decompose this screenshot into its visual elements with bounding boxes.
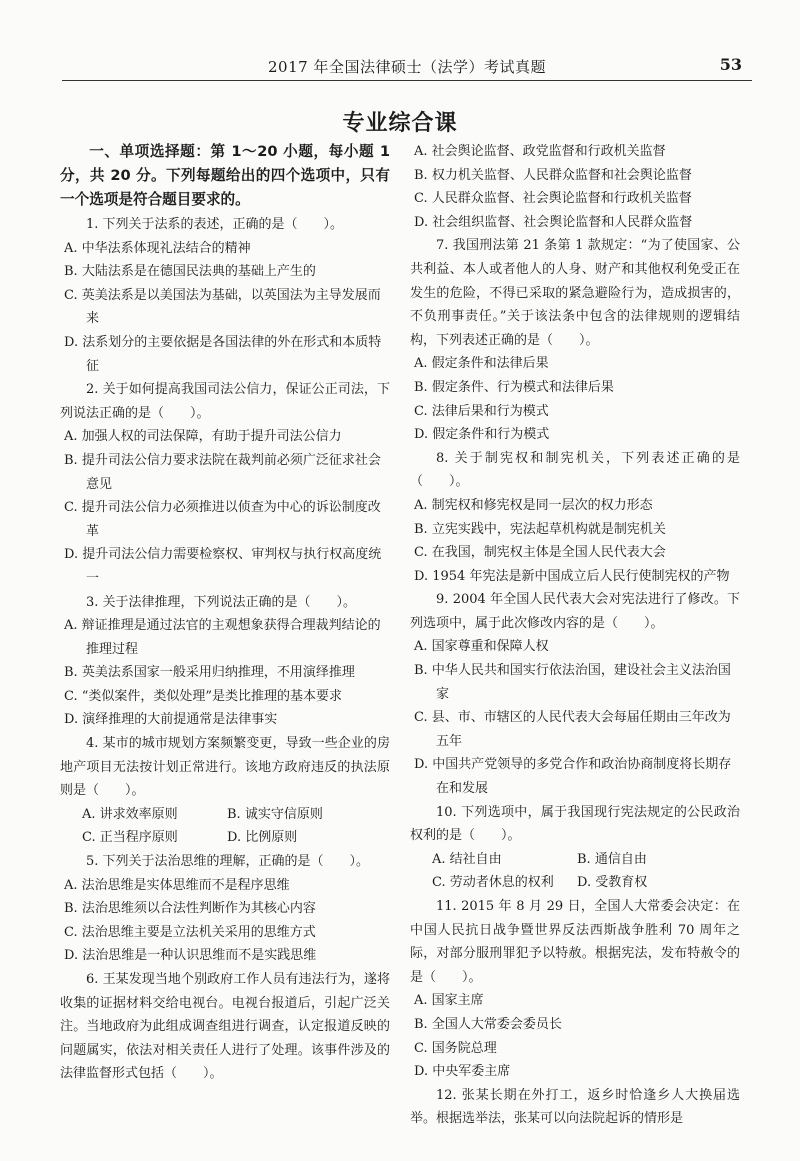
question-1 xyxy=(60,213,390,378)
option-b: B. 假定条件、行为模式和法律后果 xyxy=(414,379,614,395)
option-b: B. 全国人大常委会委员长 xyxy=(414,1016,562,1032)
option-d: D. 法治思维是一种认识思维而不是实践思维 xyxy=(64,948,317,964)
question-stem: 4. 某市的城市规划方案频繁变更，导致一些企业的房地产项目无法按计划正常进行。该地方政府违反的执法原则是（ ）。 xyxy=(60,736,390,799)
option-d: D. 假定条件和行为模式 xyxy=(414,427,550,443)
question-stem: 9. 2004 年全国人民代表大会对宪法进行了修改。下列选项中，属于此次修改内容的是（ ）。 xyxy=(410,592,740,631)
option-c: C. 法律后果和行为模式 xyxy=(414,403,549,419)
question-10 xyxy=(410,801,740,895)
option-d: D. 演绎推理的大前提通常是法律事实 xyxy=(64,712,278,728)
question-12 xyxy=(410,1084,740,1131)
option-b: B. 英美法系国家一般采用归纳推理，不用演绎推理 xyxy=(64,665,355,681)
option-d: D. 受教育权 xyxy=(577,875,648,891)
option-b: B. 诚实守信原则 xyxy=(227,806,323,822)
running-title: 2017 年全国法律硕士（法学）考试真题 xyxy=(268,58,546,76)
option-c: C. 英美法系是以美国法为基础，以英国法为主导发展而来 xyxy=(64,287,381,327)
option-d: D. 1954 年宪法是新中国成立后人民行使制宪权的产物 xyxy=(414,568,730,584)
question-9 xyxy=(410,588,740,800)
option-row xyxy=(432,848,740,872)
option-b: B. 大陆法系是在德国民法典的基础上产生的 xyxy=(64,264,316,280)
option-b: B. 权力机关监督、人民群众监督和社会舆论监督 xyxy=(414,167,692,183)
option-c: C. 法治思维主要是立法机关采用的思维方式 xyxy=(64,924,316,940)
section-instructions: 一、单项选择题：第 1～20 小题，每小题 1 分，共 20 分。下列每题给出的四个选项中，只有一个选项是符合题目要求的。 xyxy=(60,143,390,208)
option-a: A. 辩证推理是通过法官的主观想象获得合理裁判结论的推理过程 xyxy=(64,618,381,657)
option-b: B. 立宪实践中，宪法起草机构就是制宪机关 xyxy=(414,521,666,537)
option-d: D. 提升司法公信力需要检察权、审判权与执行权高度统一 xyxy=(64,547,382,586)
question-5 xyxy=(60,850,390,968)
question-stem: 6. 王某发现当地个别政府工作人员有违法行为，遂将收集的证据材料交给电视台。电视台报道后，引起广泛关注。当地政府为此组成调查组进行调查，认定报道反映的问题属实，依法对相关责任人进行了处理。该事件涉及的法律监督形式包括（ ）。 xyxy=(60,972,390,1082)
question-6 xyxy=(60,968,390,1086)
page-number: 53 xyxy=(719,55,742,74)
question-6-options xyxy=(410,140,740,234)
option-a: A. 国家主席 xyxy=(414,993,484,1009)
question-8 xyxy=(410,447,740,589)
question-stem: 2. 关于如何提高我国司法公信力，保证公正司法，下列说法正确的是（ ）。 xyxy=(60,382,390,421)
option-a: A. 国家尊重和保障人权 xyxy=(414,639,549,655)
question-stem: 3. 关于法律推理，下列说法正确的是（ ）。 xyxy=(86,594,357,610)
option-a: A. 结社自由 xyxy=(432,851,502,867)
option-a: A. 讲求效率原则 xyxy=(82,806,178,822)
option-b: B. 中华人民共和国实行依法治国，建设社会主义法治国家 xyxy=(414,663,731,702)
question-stem: 11. 2015 年 8 月 29 日，全国人大常委会决定：在中国人民抗日战争暨世界反法西斯战争胜利 70 周年之际，对部分服刑罪犯予以特赦。根据宪法，发布特赦令的是（ ）。 xyxy=(410,899,740,985)
question-stem: 5. 下列关于法治思维的理解，正确的是（ ）。 xyxy=(86,854,370,870)
option-b: B. 法治思维须以合法性判断作为其核心内容 xyxy=(64,901,316,917)
question-4 xyxy=(60,732,390,850)
option-d: D. 社会组织监督、社会舆论监督和人民群众监督 xyxy=(414,214,693,230)
option-a: A. 中华法系体现礼法结合的精神 xyxy=(64,240,251,256)
option-a: A. 假定条件和法律后果 xyxy=(414,356,549,372)
option-c: C. 在我国，制宪权主体是全国人民代表大会 xyxy=(414,545,666,561)
option-d: D. 中国共产党领导的多党合作和政治协商制度将长期存在和发展 xyxy=(414,757,732,797)
option-c: C. “类似案件，类似处理”是类比推理的基本要求 xyxy=(64,688,343,704)
option-a: A. 加强人权的司法保障，有助于提升司法公信力 xyxy=(64,429,342,445)
left-column xyxy=(60,140,390,1086)
option-a: A. 制宪权和修宪权是同一层次的权力形态 xyxy=(414,497,653,513)
option-c: C. 人民群众监督、社会舆论监督和行政机关监督 xyxy=(414,191,692,207)
option-a: A. 社会舆论监督、政党监督和行政机关监督 xyxy=(414,144,666,159)
option-c: C. 提升司法公信力必须推进以侦查为中心的诉讼制度改革 xyxy=(64,500,381,539)
question-11 xyxy=(410,895,740,1084)
option-row xyxy=(82,803,390,827)
option-b: B. 提升司法公信力要求法院在裁判前必须广泛征求社会意见 xyxy=(64,452,381,492)
option-c: C. 国务院总理 xyxy=(414,1040,497,1056)
question-stem: 10. 下列选项中，属于我国现行宪法规定的公民政治权利的是（ ）。 xyxy=(410,804,740,844)
option-c: C. 正当程序原则 xyxy=(82,830,178,846)
option-c: C. 劳动者休息的权利 xyxy=(432,875,554,891)
question-3 xyxy=(60,591,390,733)
option-b: B. 通信自由 xyxy=(577,851,647,867)
option-d: D. 中央军委主席 xyxy=(414,1064,511,1080)
option-row xyxy=(432,871,740,895)
question-stem: 12. 张某长期在外打工，返乡时恰逢乡人大换届选举。根据选举法，张某可以向法院起诉的情形是 xyxy=(410,1087,740,1127)
question-stem: 7. 我国刑法第 21 条第 1 款规定：“为了使国家、公共利益、本人或者他人的人身、财产和其他权利免受正在发生的危险，不得已采取的紧急避险行为，造成损害的，不负刑事责任。”关于该法条中包含的法律规则的逻辑结构，下列表述正确的是（ ）。 xyxy=(410,238,740,348)
option-d: D. 比例原则 xyxy=(227,830,298,846)
section-title: 专业综合课 xyxy=(342,111,458,136)
question-stem: 8. 关于制宪权和制宪机关，下列表述正确的是（ ）。 xyxy=(410,450,740,490)
question-7 xyxy=(410,234,740,446)
question-stem: 1. 下列关于法系的表述，正确的是（ ）。 xyxy=(86,217,344,232)
option-row xyxy=(82,826,390,850)
right-column xyxy=(410,140,740,1131)
option-d: D. 法系划分的主要依据是各国法律的外在形式和本质特征 xyxy=(64,334,382,374)
option-c: C. 县、市、市辖区的人民代表大会每届任期由三年改为五年 xyxy=(414,710,731,749)
option-a: A. 法治思维是实体思维而不是程序思维 xyxy=(64,877,290,893)
page-header xyxy=(62,52,752,81)
question-2 xyxy=(60,378,390,590)
